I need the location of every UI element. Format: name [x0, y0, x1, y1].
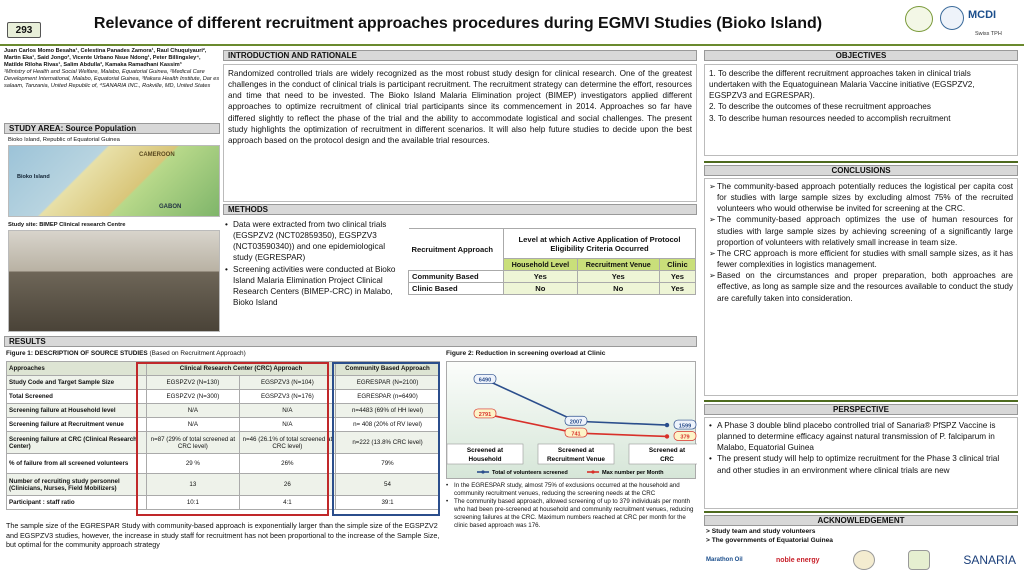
- marathon-oil-logo: Marathon Oil: [706, 557, 743, 563]
- logo-3: [853, 550, 875, 570]
- objectives-list: [704, 64, 1018, 156]
- recruitment-approach-table: [408, 228, 696, 295]
- perspective-item: • The present study will help to optimize recruitment for the Phase 3 clinical trial and other studies in an environment where clinical trials are new: [709, 454, 1000, 475]
- approach-col-header: Recruitment Approach: [409, 229, 504, 271]
- ack-item: > The governments of Equatorial Guinea: [706, 536, 833, 544]
- legend-marker: [481, 470, 484, 473]
- map-label-gabon: GABON: [159, 204, 182, 210]
- x-tick-label: Household: [468, 456, 502, 463]
- study-area-header: STUDY AREA: Source Population: [4, 123, 220, 134]
- legend-label: Total of volunteers screened: [492, 470, 568, 476]
- logo-4: [908, 550, 930, 570]
- poster-title: Relevance of different recruitment approaches procedures during EGMVI Studies (Bioko Island): [93, 15, 823, 32]
- data-label: 741: [571, 431, 581, 438]
- author-names: Juan Carlos Momo Besaha¹, Celestina Panades Zamora¹, Raul Chuquiyauri², Martin Eka¹, Said Jongo³, Vicente Urbano Nsue Ndong¹, Peter Billingsley⁴, Matilde Riloha Rivas¹, Salim Abdulla³, Kamaka Ramadhani Kassim³: [4, 48, 207, 68]
- x-tick-label: Recruitment Venue: [547, 456, 605, 463]
- data-point: [665, 423, 669, 427]
- methods-bullet-1: • Data were extracted from two clinical trials (EGSPZV2 (NCT02859350), EGSPZV3 (NCT03590340)) and one epidemiological study (EGRESPAR): [225, 220, 387, 263]
- table-row: Screening failure at Recruitment venue N/A N/A n= 408 (20% of RV level): [7, 418, 440, 432]
- x-tick-label: Screened at: [466, 447, 504, 454]
- cell: No: [577, 283, 659, 295]
- ack-item: > Study team and study volunteers: [706, 528, 816, 535]
- objective-item: 2. To describe the outcomes of these recruitment approaches: [709, 102, 931, 112]
- row-clinic-based: Clinic Based: [409, 283, 504, 295]
- table-row: Screening failure at Household level N/A N/A n=4483 (69% of HH level): [7, 404, 440, 418]
- map-label-cameroon: CAMEROON: [139, 152, 175, 158]
- conclusions-list: [704, 178, 1018, 396]
- conclusion-item: ➢ Based on the circumstances and proper preparation, both approaches are effective, as long as sample size and the resources available to conduct the study are carefully taken into consideration.: [709, 271, 1013, 303]
- results-bullets: [446, 482, 696, 530]
- fig1-title: Figure 1: DESCRIPTION OF SOURCE STUDIES (Based on Recruitment Approach): [6, 350, 246, 357]
- objectives-header: OBJECTIVES: [704, 50, 1018, 61]
- x-tick-label: Screened at: [648, 447, 686, 454]
- perspective-header: PERSPECTIVE: [704, 404, 1018, 415]
- divider: [704, 400, 1018, 402]
- site-caption: Study site: BIMEP Clinical research Centre: [8, 222, 126, 228]
- data-point: [665, 434, 669, 438]
- data-label: 379: [680, 434, 690, 441]
- table-row: Total Screened EGSPZV2 (N=300) EGSPZV3 (N=176) EGRESPAR (n=6490): [7, 390, 440, 404]
- cell: Yes: [577, 271, 659, 283]
- methods-bullet-2: • Screening activities were conducted at Bioko Island Malaria Elimination Project Clinical Research Centers (BIMEP-CRC) in Malabo, Bioko Island: [225, 264, 396, 308]
- table-row: [409, 283, 696, 295]
- x-tick-label: Screened at: [557, 447, 595, 454]
- map-caption: Bioko Island, Republic of Equatorial Guinea: [8, 137, 120, 143]
- conclusion-item: ➢ The community-based approach potentially reduces the logistical per capita cost for studies with large sample sizes by excluding almost 75% of the recruited volunteers who would otherwise be invited for screening at the CRC.: [709, 182, 1013, 214]
- data-label: 6490: [478, 377, 492, 384]
- cell: Yes: [504, 271, 578, 283]
- methods-bullets: [223, 219, 403, 308]
- approaches-header: Approaches: [7, 362, 147, 376]
- row-community-based: Community Based: [409, 271, 504, 283]
- conclusion-item: ➢ The community-based approach optimizes the use of human resources for studies with large sample sizes by achieving screening of a significantly large proportion of volunteers with relatively small increase in team size.: [709, 215, 1013, 247]
- household-level-header: Household Level: [504, 259, 578, 271]
- sponsor-logos: [706, 548, 1016, 572]
- clinic-header: Clinic: [659, 259, 695, 271]
- results-bullet: • The community based approach, allowed screening of up to 379 individuals per month who had been pre-screened at household and community recruitment venues, reducing screening failures at the CRC. Maximum numbers reached at CRC per month for the clinic based approach was 176.: [446, 498, 694, 530]
- table-row: Number of recruiting study personnel (Clinicians, Nurses, Field Mobilizers) 13 26 54: [7, 474, 440, 496]
- swisstph-logo: Swiss TPH: [975, 31, 1002, 37]
- table-row: Study Code and Target Sample Size EGSPZV2 (N=130) EGSPZV3 (N=104) EGRESPAR (N=2100): [7, 376, 440, 390]
- objective-item: 3. To describe human resources needed to accomplish recruitment: [709, 113, 951, 123]
- crc-header: Clinical Research Center (CRC) Approach: [147, 362, 336, 376]
- intro-text: Randomized controlled trials are widely recognized as the most robust study design for clinical research. One of the greatest challenges in the conduct of clinical trials is participant recruitment. The recruitment strategy can determine the effort, resources and time that need to be invested. The Bioko Island Malaria Elimination project (BIMEP) investigators applied different approaches to optimize recruitment of clinical trial participants since its commencement in 2014. Approaches so far have differed slightly to reflect the phase of the trial and the ability to accommodate logistical and social challenges. The present study highlights the optimization of recruitment in different scenarios. It will also help future studies to decide upon the best approach based on the protocol design and the available trial resources.: [223, 64, 697, 202]
- ack-header: ACKNOWLEDGEMENT: [704, 515, 1018, 526]
- legend-marker: [591, 470, 594, 473]
- perspective-list: [704, 417, 1018, 509]
- results-note: The sample size of the EGRESPAR Study with community-based approach is exponentially larger than the simple size of the EGSPZV2 and EGSPZV3 studies, however, the increase in study staff for recruitment has not been proportional to the increase of the Sample Size, but optimal for the community approach strategy: [6, 521, 440, 550]
- x-tick-label: CRC: [660, 456, 674, 463]
- cell: Yes: [659, 283, 695, 295]
- cell: Yes: [659, 271, 695, 283]
- table-row: Participant : staff ratio 10:1 4:1 39:1: [7, 496, 440, 510]
- level-span-header: Level at which Active Application of Protocol Eligibility Criteria Occurred: [504, 229, 696, 259]
- logo-2: [940, 6, 966, 32]
- study-area-map: [8, 145, 220, 217]
- poster-number: 293: [7, 22, 41, 38]
- author-affiliations: ¹Ministry of Health and Social Welfare, Malabo, Equatorial Guinea, ²Medical Care Development International, Malabo, Equatorial Guinea, ³Ifakara Health Institute, Dar es salaam, Tanzania, United Republic of, ⁴SANARIA INC., Rokville, MD, United States: [4, 68, 220, 89]
- results-header: RESULTS: [4, 336, 697, 347]
- source-studies-table: [6, 361, 440, 510]
- table-row: Screening failure at CRC (Clinical Research Center) n=87 (29% of total screened at CRC level) n=46 (26.1% of total screened at CRC level) n=222 (13.8% CRC level): [7, 432, 440, 454]
- divider: [704, 511, 1018, 513]
- divider: [704, 161, 1018, 163]
- logo-1: [905, 6, 935, 34]
- noble-energy-logo: noble energy: [775, 556, 820, 564]
- authors: [4, 48, 220, 90]
- data-label: 1599: [678, 423, 692, 430]
- ack-list: [706, 528, 1006, 546]
- header-rule: [0, 44, 1024, 46]
- intro-header: INTRODUCTION AND RATIONALE: [223, 50, 697, 61]
- community-header: Community Based Approach: [336, 362, 440, 376]
- results-bullet: • In the EGRESPAR study, almost 75% of exclusions occurred at the household and community recruitment venues, reducing the screening needs at the CRC: [446, 482, 680, 498]
- methods-header: METHODS: [223, 204, 697, 215]
- recruitment-venue-header: Recruitment Venue: [577, 259, 659, 271]
- data-label: 2007: [569, 419, 583, 426]
- objective-item: 1. To describe the different recruitment approaches taken in clinical trials undertaken with the Equatoguinean Malaria Vaccine initiative (EGSPZV2, EGSPZV3 and EGRESPAR).: [709, 69, 975, 101]
- cell: No: [504, 283, 578, 295]
- data-label: 2791: [478, 412, 492, 419]
- legend-label: Max number per Month: [602, 470, 664, 476]
- table-row: % of failure from all screened volunteers 29 % 26% 79%: [7, 454, 440, 474]
- screening-chart-frame: [446, 361, 696, 479]
- perspective-item: • A Phase 3 double blind placebo controlled trial of Sanaria® PfSPZ Vaccine is planned to determine efficacy against natural transmission of P. falciparum in Malabo, Equatorial Guinea: [709, 421, 996, 453]
- screening-line-chart: [447, 362, 697, 480]
- table-row: [409, 271, 696, 283]
- conclusion-item: ➢ The CRC approach is more efficient for studies with small sample sizes, as it has fewer complexities in logistics management.: [709, 248, 1013, 270]
- conclusions-header: CONCLUSIONS: [704, 165, 1018, 176]
- sanaria-logo: SANARIA: [963, 553, 1016, 567]
- fig2-title: Figure 2: Reduction in screening overload at Clinic: [446, 350, 606, 357]
- map-label-bioko: Bioko Island: [17, 174, 50, 180]
- clinic-photo: [8, 230, 220, 332]
- mcdi-logo: MCDI: [968, 9, 997, 21]
